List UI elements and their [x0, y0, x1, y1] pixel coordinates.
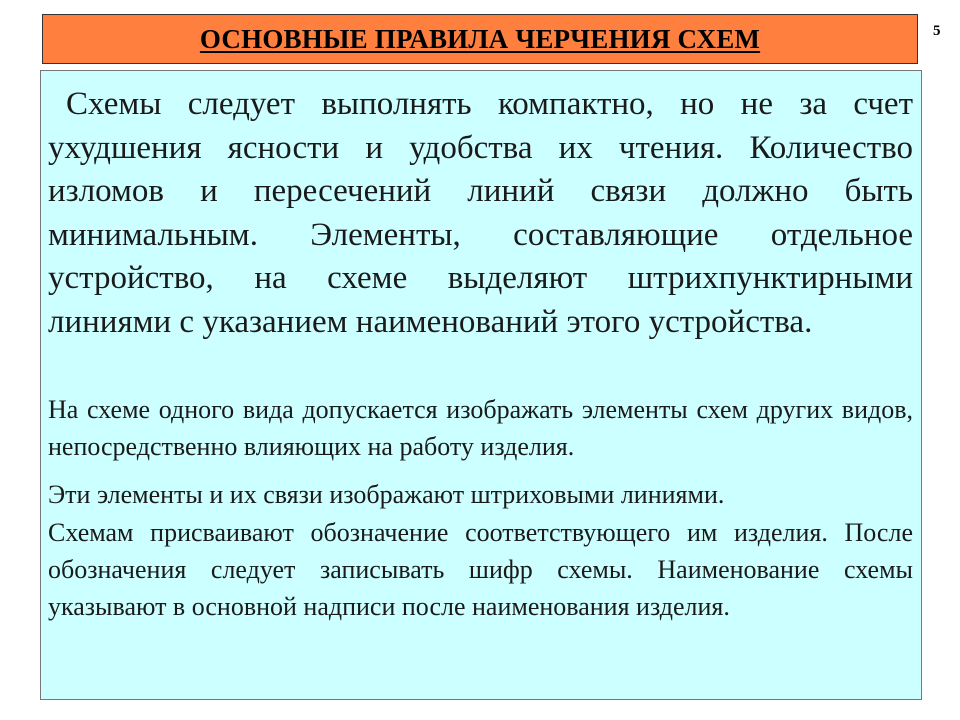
paragraph-other-types: На схеме одного вида допускается изображать элементы схем других видов, непосредственно влияющих на работу изделия.: [48, 395, 913, 461]
page-number: 5: [933, 23, 941, 39]
content-box: [40, 70, 922, 700]
paragraph-compact-rules: Схемы следует выполнять компактно, но не за счет ухудшения ясности и удобства их чтения. Количество изломов и пересечений линий связи должно быть минимальным. Элементы, составляющие отдельное устройство, на схеме выделяют штрихпунктирными линиями с указанием наименований этого устройства.: [48, 86, 913, 340]
title-bar: [42, 14, 918, 64]
paragraph-designation: Схемам присваивают обозначение соответствующего им изделия. После обозначения следует записывать шифр схемы. Наименование схемы указывают в основной надписи после наименования изделия.: [48, 518, 913, 621]
paragraph-dashed-lines: Эти элементы и их связи изображают штриховыми линиями.: [48, 480, 725, 509]
slide-title: ОСНОВНЫЕ ПРАВИЛА ЧЕРЧЕНИЯ СХЕМ: [199, 23, 761, 54]
